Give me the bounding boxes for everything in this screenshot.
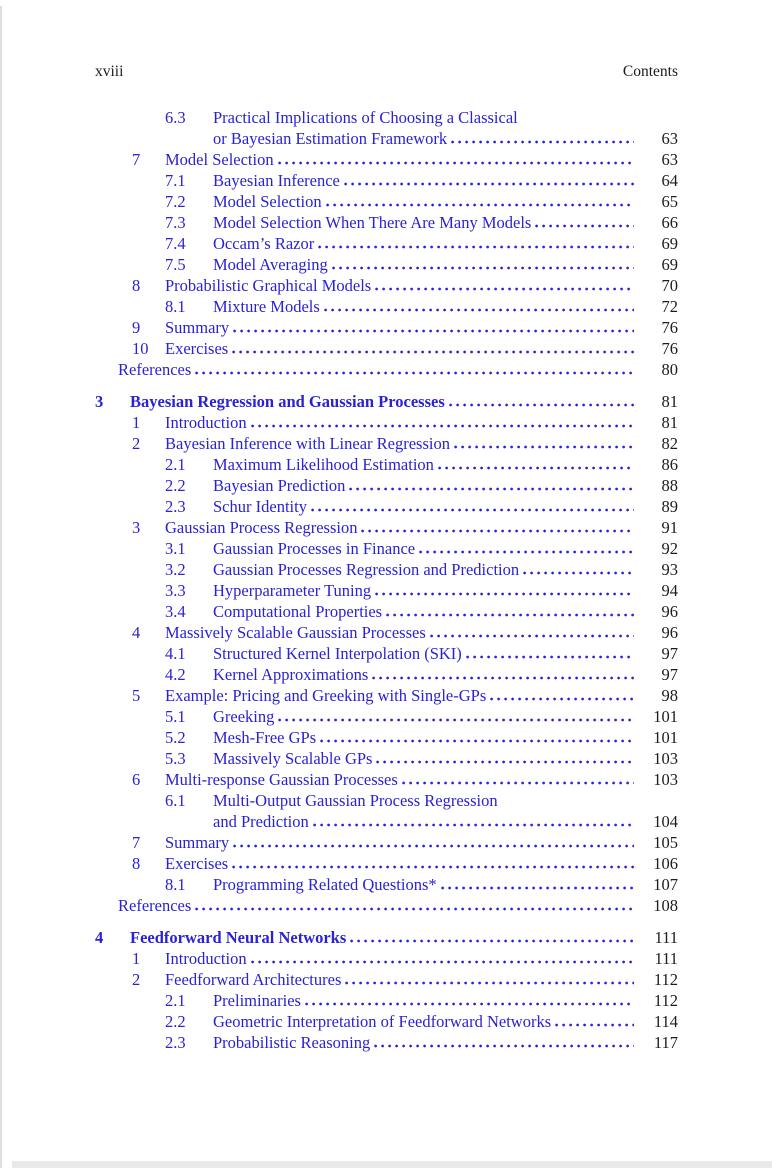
dot-leader bbox=[350, 927, 634, 948]
toc-entry-number: 2.3 bbox=[165, 497, 186, 516]
dot-leader bbox=[386, 601, 634, 622]
toc-entry[interactable] bbox=[132, 433, 678, 454]
toc-entry[interactable] bbox=[165, 212, 678, 233]
toc-entry-page: 114 bbox=[653, 1012, 678, 1031]
dot-leader bbox=[345, 969, 634, 990]
dot-leader bbox=[311, 496, 634, 517]
toc-entry[interactable] bbox=[132, 853, 678, 874]
toc-entry-number: 1 bbox=[132, 949, 141, 968]
toc-entry-number: 4.2 bbox=[165, 665, 186, 684]
toc-entry-title: Computational Properties bbox=[213, 602, 383, 621]
toc-entry-number: 7.4 bbox=[165, 234, 186, 253]
dot-leader bbox=[375, 275, 634, 296]
toc-entry[interactable] bbox=[165, 990, 678, 1011]
dot-leader bbox=[438, 454, 634, 475]
dot-leader bbox=[535, 212, 634, 233]
toc-entry-page: 112 bbox=[653, 991, 678, 1010]
toc-entry-title: Gaussian Process Regression bbox=[165, 518, 358, 537]
toc-entry-number: 2 bbox=[132, 434, 141, 453]
dot-leader bbox=[430, 622, 634, 643]
dot-leader bbox=[326, 191, 634, 212]
toc-entry-number: 7.5 bbox=[165, 255, 186, 274]
toc-entry[interactable] bbox=[95, 391, 678, 412]
toc-entry-title: Introduction bbox=[165, 949, 247, 968]
toc-entry-number: 5.1 bbox=[165, 707, 186, 726]
toc-entry-number: 1 bbox=[132, 413, 141, 432]
toc-entry[interactable] bbox=[165, 706, 678, 727]
toc-entry-page: 89 bbox=[661, 497, 678, 516]
toc-entry-page: 101 bbox=[653, 707, 678, 726]
toc-entry-number: 8.1 bbox=[165, 875, 186, 894]
toc-entry-number: 7.2 bbox=[165, 192, 186, 211]
toc-entry-page: 80 bbox=[661, 360, 678, 379]
toc-entry-title: Mixture Models bbox=[213, 297, 320, 316]
toc-entry-page: 106 bbox=[653, 854, 678, 873]
toc-entry-number: 2 bbox=[132, 970, 141, 989]
toc-entry-title: Summary bbox=[165, 833, 230, 852]
page-bottom-edge bbox=[12, 1161, 772, 1168]
toc-entry-title: Feedforward Neural Networks bbox=[130, 928, 347, 947]
toc-entry-title: Bayesian Inference with Linear Regression bbox=[165, 434, 450, 453]
toc-entry-page: 70 bbox=[661, 276, 678, 295]
toc-entry-number: 3.1 bbox=[165, 539, 186, 558]
dot-leader bbox=[349, 475, 634, 496]
running-head bbox=[95, 62, 678, 82]
dot-leader bbox=[195, 895, 634, 916]
toc-entry-page: 107 bbox=[653, 875, 678, 894]
toc-entry[interactable] bbox=[165, 643, 678, 664]
toc-entry[interactable] bbox=[132, 969, 678, 990]
toc-entry-title: Maximum Likelihood Estimation bbox=[213, 455, 434, 474]
toc-entry[interactable] bbox=[165, 664, 678, 685]
contents-header: Contents bbox=[622, 63, 678, 80]
toc-entry-title: and Prediction bbox=[213, 812, 309, 831]
toc-entry-number: 4 bbox=[95, 928, 104, 947]
toc-entry[interactable] bbox=[213, 811, 678, 832]
toc-entry-page: 98 bbox=[661, 686, 678, 705]
toc-entry-number: 6.1 bbox=[165, 791, 186, 810]
toc-entry-page: 96 bbox=[661, 602, 678, 621]
toc-entry-page: 82 bbox=[661, 434, 678, 453]
dot-leader bbox=[372, 664, 634, 685]
toc-entry-title: Bayesian Prediction bbox=[213, 476, 346, 495]
toc-entry-title: Schur Identity bbox=[213, 497, 307, 516]
toc-entry-page: 92 bbox=[661, 539, 678, 558]
toc-entry-number: 3.2 bbox=[165, 560, 186, 579]
dot-leader bbox=[233, 832, 634, 853]
dot-leader bbox=[361, 517, 634, 538]
toc-entry-page: 111 bbox=[654, 949, 678, 968]
toc-entry[interactable] bbox=[165, 727, 678, 748]
toc-entry-number: 2.1 bbox=[165, 991, 186, 1010]
toc-entry-page: 65 bbox=[661, 192, 678, 211]
page-folio: xviii bbox=[95, 63, 124, 80]
toc-entry[interactable] bbox=[165, 1011, 678, 1032]
toc-entry-number: 3 bbox=[132, 518, 141, 537]
toc-entry-number: 7 bbox=[132, 833, 141, 852]
toc-entry-page: 63 bbox=[661, 150, 678, 169]
toc-entry-title: Hyperparameter Tuning bbox=[213, 581, 372, 600]
toc-entry-title: Massively Scalable Gaussian Processes bbox=[165, 623, 426, 642]
dot-leader bbox=[555, 1011, 634, 1032]
toc-entry-title: Probabilistic Graphical Models bbox=[165, 276, 372, 295]
toc-entry-title: Model Selection When There Are Many Models bbox=[213, 213, 532, 232]
toc-entry[interactable] bbox=[132, 338, 678, 359]
dot-leader bbox=[419, 538, 634, 559]
toc-entry-title: References bbox=[118, 360, 192, 379]
toc-entry-page: 97 bbox=[661, 665, 678, 684]
toc-entry[interactable] bbox=[132, 517, 678, 538]
toc-entry-number: 7.1 bbox=[165, 171, 186, 190]
toc-entry-title: Exercises bbox=[165, 339, 229, 358]
dot-leader bbox=[523, 559, 634, 580]
toc-entry[interactable] bbox=[132, 317, 678, 338]
dot-leader bbox=[454, 433, 634, 454]
toc-entry-number: 7 bbox=[132, 150, 141, 169]
toc-entry-title: Exercises bbox=[165, 854, 229, 873]
toc-entry-page: 101 bbox=[653, 728, 678, 747]
toc-entry-title: Structured Kernel Interpolation (SKI) bbox=[213, 644, 462, 663]
toc-entry-title: Model Selection bbox=[165, 150, 274, 169]
dot-leader bbox=[278, 706, 634, 727]
toc-entry[interactable] bbox=[132, 832, 678, 853]
toc-entry[interactable] bbox=[165, 170, 678, 191]
toc-entry-page: 91 bbox=[661, 518, 678, 537]
dot-leader bbox=[195, 359, 634, 380]
toc-entry-title: Introduction bbox=[165, 413, 247, 432]
dot-leader bbox=[251, 948, 634, 969]
toc-entry-title: Kernel Approximations bbox=[213, 665, 369, 684]
dot-leader bbox=[375, 580, 634, 601]
dot-leader bbox=[232, 853, 634, 874]
toc-entry[interactable] bbox=[165, 454, 678, 475]
toc-entry-page: 117 bbox=[653, 1033, 678, 1052]
dot-leader bbox=[376, 748, 634, 769]
toc-entry-number: 6.3 bbox=[165, 108, 186, 127]
toc-entry-page: 64 bbox=[661, 171, 678, 190]
toc-entry-number: 5.3 bbox=[165, 749, 186, 768]
toc-entry-number: 2.1 bbox=[165, 455, 186, 474]
toc-entry-title: Programming Related Questions* bbox=[213, 875, 437, 894]
toc-entry-page: 103 bbox=[653, 749, 678, 768]
toc-entry-title: Summary bbox=[165, 318, 230, 337]
toc-entry-page: 81 bbox=[661, 392, 678, 411]
toc-entry-title: Gaussian Processes in Finance bbox=[213, 539, 416, 558]
dot-leader bbox=[324, 296, 634, 317]
toc-entry[interactable] bbox=[95, 927, 678, 948]
toc-entry-page: 93 bbox=[661, 560, 678, 579]
toc-entry-number: 10 bbox=[132, 339, 149, 358]
toc-entry-number: 5.2 bbox=[165, 728, 186, 747]
toc-entry[interactable] bbox=[118, 359, 678, 380]
toc-entry[interactable] bbox=[165, 296, 678, 317]
toc-entry-page: 76 bbox=[661, 339, 678, 358]
toc-entry[interactable] bbox=[165, 538, 678, 559]
toc-entry[interactable] bbox=[165, 559, 678, 580]
dot-leader bbox=[233, 317, 634, 338]
toc-entry-title: Multi-Output Gaussian Process Regression bbox=[213, 791, 498, 810]
toc-entry-number: 6 bbox=[132, 770, 141, 789]
toc-entry[interactable] bbox=[118, 895, 678, 916]
toc-entry-number: 5 bbox=[132, 686, 141, 705]
toc-entry[interactable] bbox=[165, 191, 678, 212]
toc-entry-number: 9 bbox=[132, 318, 141, 337]
toc-entry-number: 3.4 bbox=[165, 602, 186, 621]
dot-leader bbox=[451, 128, 634, 149]
toc-entry[interactable] bbox=[165, 748, 678, 769]
toc-entry-page: 105 bbox=[653, 833, 678, 852]
toc-entry-page: 72 bbox=[661, 297, 678, 316]
dot-leader bbox=[466, 643, 634, 664]
dot-leader bbox=[490, 685, 634, 706]
toc-entry-page: 66 bbox=[661, 213, 678, 232]
dot-leader bbox=[441, 874, 634, 895]
dot-leader bbox=[320, 727, 634, 748]
toc-entry-number: 3.3 bbox=[165, 581, 186, 600]
dot-leader bbox=[344, 170, 634, 191]
dot-leader bbox=[318, 233, 634, 254]
toc-entry-page: 108 bbox=[653, 896, 678, 915]
toc-entry-title: Bayesian Inference bbox=[213, 171, 340, 190]
toc-entry[interactable] bbox=[132, 948, 678, 969]
toc-entry[interactable] bbox=[132, 275, 678, 296]
toc-entry-title: Multi-response Gaussian Processes bbox=[165, 770, 398, 789]
toc-entry-title: Occam’s Razor bbox=[213, 234, 315, 253]
toc-entry-number: 2.3 bbox=[165, 1033, 186, 1052]
toc-entry-title: Practical Implications of Choosing a Classical bbox=[213, 108, 518, 127]
toc-entry-title: Greeking bbox=[213, 707, 275, 726]
toc-entry[interactable] bbox=[165, 496, 678, 517]
dot-leader bbox=[278, 149, 634, 170]
toc-entry[interactable] bbox=[165, 107, 678, 128]
toc-entry-page: 76 bbox=[661, 318, 678, 337]
toc-entry-page: 69 bbox=[661, 234, 678, 253]
toc-entry-page: 112 bbox=[653, 970, 678, 989]
toc-entry-page: 88 bbox=[661, 476, 678, 495]
toc-entry[interactable] bbox=[132, 622, 678, 643]
toc-block bbox=[95, 927, 678, 1053]
toc-entry[interactable] bbox=[213, 128, 678, 149]
toc-entry-number: 8.1 bbox=[165, 297, 186, 316]
dot-leader bbox=[332, 254, 634, 275]
dot-leader bbox=[251, 412, 634, 433]
toc-entry-title: Gaussian Processes Regression and Prediction bbox=[213, 560, 520, 579]
toc-entry-number: 8 bbox=[132, 854, 141, 873]
toc-entry-page: 81 bbox=[661, 413, 678, 432]
toc-entry-title: Preliminaries bbox=[213, 991, 301, 1010]
toc-entry[interactable] bbox=[132, 412, 678, 433]
dot-leader bbox=[374, 1032, 634, 1053]
toc-entry-page: 69 bbox=[661, 255, 678, 274]
page-edge-line bbox=[0, 6, 2, 1168]
toc-entry[interactable] bbox=[165, 233, 678, 254]
dot-leader bbox=[402, 769, 634, 790]
toc-entry-title: Feedforward Architectures bbox=[165, 970, 342, 989]
table-of-contents bbox=[95, 107, 678, 1053]
toc-entry-page: 103 bbox=[653, 770, 678, 789]
toc-entry-number: 4.1 bbox=[165, 644, 186, 663]
toc-entry-number: 4 bbox=[132, 623, 141, 642]
toc-entry-title: Mesh-Free GPs bbox=[213, 728, 317, 747]
toc-entry-page: 63 bbox=[661, 129, 678, 148]
toc-entry[interactable] bbox=[165, 580, 678, 601]
toc-entry-title: Model Averaging bbox=[213, 255, 328, 274]
toc-entry-title: Model Selection bbox=[213, 192, 322, 211]
toc-entry-page: 96 bbox=[661, 623, 678, 642]
toc-entry-page: 97 bbox=[661, 644, 678, 663]
dot-leader bbox=[232, 338, 634, 359]
toc-entry[interactable] bbox=[132, 149, 678, 170]
toc-entry-page: 94 bbox=[661, 581, 678, 600]
toc-entry-title: References bbox=[118, 896, 192, 915]
toc-entry-number: 8 bbox=[132, 276, 141, 295]
toc-entry-page: 111 bbox=[654, 928, 678, 947]
toc-entry-number: 7.3 bbox=[165, 213, 186, 232]
toc-entry[interactable] bbox=[165, 601, 678, 622]
toc-entry-title: Geometric Interpretation of Feedforward Networks bbox=[213, 1012, 552, 1031]
toc-entry-title: or Bayesian Estimation Framework bbox=[213, 129, 448, 148]
toc-entry-title: Massively Scalable GPs bbox=[213, 749, 373, 768]
toc-entry-number: 2.2 bbox=[165, 1012, 186, 1031]
toc-entry-title: Probabilistic Reasoning bbox=[213, 1033, 371, 1052]
toc-entry[interactable] bbox=[132, 769, 678, 790]
toc-entry[interactable] bbox=[165, 475, 678, 496]
toc-entry-number: 3 bbox=[95, 392, 104, 411]
toc-entry-page: 86 bbox=[661, 455, 678, 474]
toc-entry[interactable] bbox=[165, 874, 678, 895]
toc-entry[interactable] bbox=[165, 254, 678, 275]
dot-leader bbox=[305, 990, 634, 1011]
toc-entry[interactable] bbox=[165, 790, 678, 811]
toc-entry-page: 104 bbox=[653, 812, 678, 831]
toc-entry-title: Bayesian Regression and Gaussian Processes bbox=[130, 392, 445, 411]
dot-leader bbox=[313, 811, 634, 832]
toc-block bbox=[95, 391, 678, 916]
toc-entry-title: Example: Pricing and Greeking with Single-GPs bbox=[165, 686, 487, 705]
toc-entry[interactable] bbox=[165, 1032, 678, 1053]
toc-entry-number: 2.2 bbox=[165, 476, 186, 495]
toc-block bbox=[95, 107, 678, 380]
dot-leader bbox=[449, 391, 634, 412]
toc-entry[interactable] bbox=[132, 685, 678, 706]
